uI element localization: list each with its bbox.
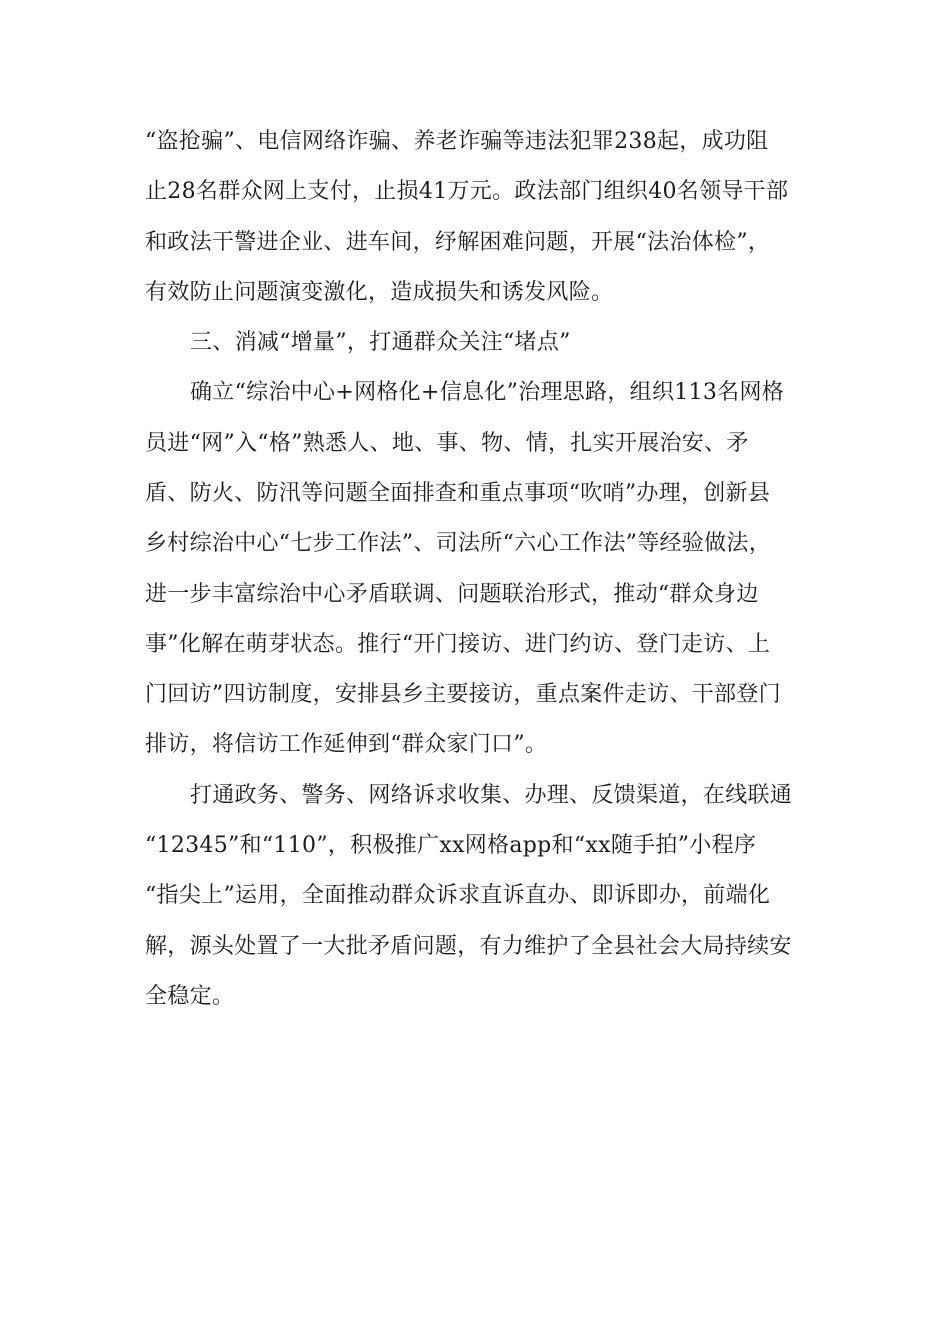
text-line: 确立“综治中心+网格化+信息化”治理思路，组织113名网格	[190, 380, 785, 405]
text-line: 盾、防火、防汛等问题全面排查和重点事项“吹哨”办理，创新县	[145, 481, 771, 506]
text-line: 事”化解在萌芽状态。推行“开门接访、进门约访、登门走访、上	[145, 632, 771, 657]
text-line: 有效防止问题演变激化，造成损失和诱发风险。	[145, 280, 614, 305]
text-line: “指尖上”运用，全面推动群众诉求直诉直办、即诉即办，前端化	[145, 883, 771, 908]
text-line: 进一步丰富综治中心矛盾联调、问题联治形式，推动“群众身边	[145, 582, 759, 607]
text-line: “12345”和“110”，积极推广xx网格app和“xx随手拍”小程序	[145, 833, 757, 858]
section-heading: 三、消减“增量”，打通群众关注“堵点”	[190, 330, 571, 355]
text-line: 排访，将信访工作延伸到“群众家门口”。	[145, 732, 548, 757]
text-line: 员进“网”入“格”熟悉人、地、事、物、情，扎实开展治安、矛	[145, 431, 749, 456]
text-line: 乡村综治中心“七步工作法”、司法所“六心工作法”等经验做法，	[145, 531, 771, 556]
text-line: “盗抢骗”、电信网络诈骗、养老诈骗等违法犯罪238起，成功阻	[145, 129, 769, 154]
text-line: 门回访”四访制度，安排县乡主要接访，重点案件走访、干部登门	[145, 682, 781, 707]
text-line: 全稳定。	[145, 984, 235, 1009]
text-line: 打通政务、警务、网络诉求收集、办理、反馈渠道，在线联通	[190, 783, 793, 808]
text-line: 止28名群众网上支付，止损41万元。政法部门组织40名领导干部	[145, 179, 789, 204]
text-line: 解，源头处置了一大批矛盾问题，有力维护了全县社会大局持续安	[145, 934, 792, 959]
text-line: 和政法干警进企业、进车间，纾解困难问题，开展“法治体检”，	[145, 230, 771, 255]
